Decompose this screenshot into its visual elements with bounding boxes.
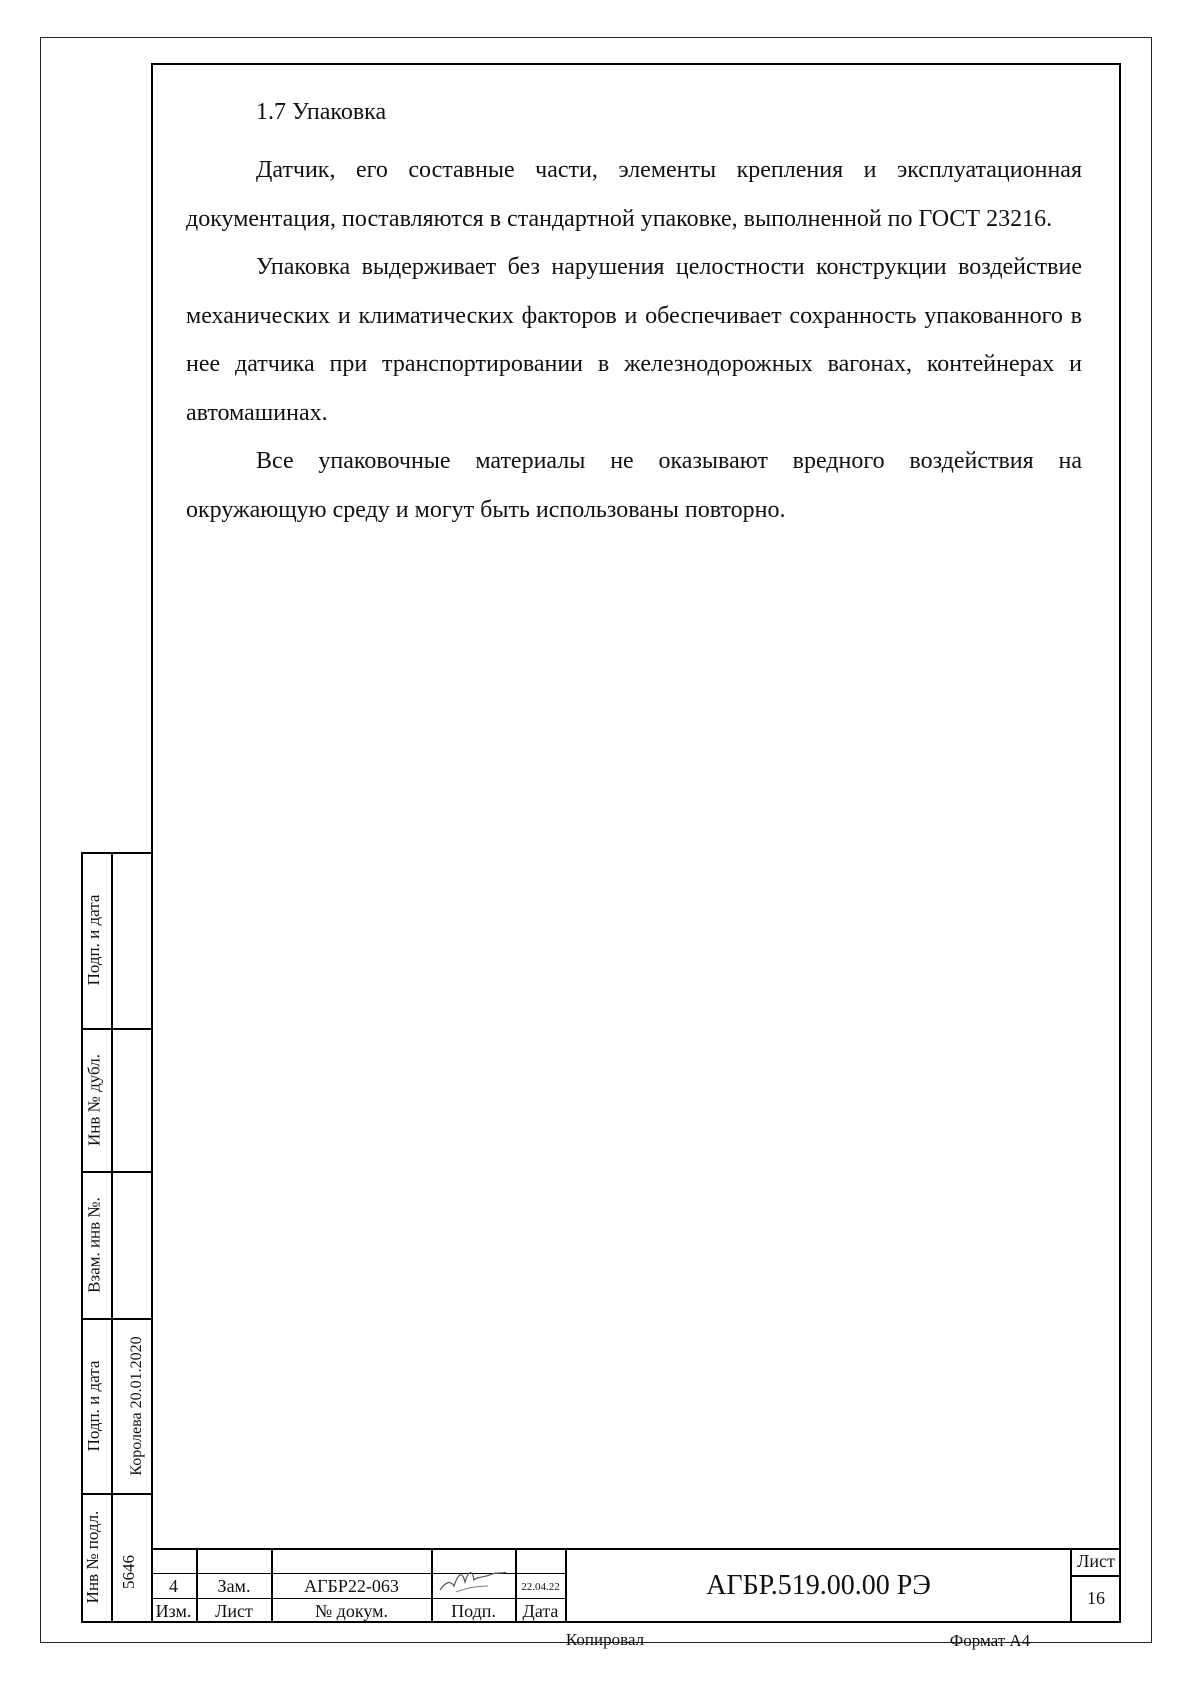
side-label-inv-podl: Инв № подл. — [83, 1510, 102, 1604]
side-value-podp-data: Королева 20.01.2020 — [128, 1336, 145, 1476]
side-label-podp-data-bottom: Подп. и дата — [84, 1360, 103, 1452]
label-list: Лист — [215, 1601, 253, 1621]
main-content — [186, 88, 1082, 534]
signature-image — [432, 1552, 515, 1598]
paragraph-3: Все упаковочные материалы не оказывают вредного воздействия на окружающую среду и могут быть использованы повторно. — [186, 448, 1082, 523]
label-izm: Изм. — [155, 1601, 192, 1621]
change-document: АГБР22-063 — [304, 1576, 399, 1596]
label-signature: Подп. — [451, 1601, 496, 1621]
paragraph-1: Датчик, его составные части, элементы крепления и эксплуатационная документация, поставляются в стандартной упаковке, выполненной по ГОСТ 23216. — [186, 157, 1082, 232]
title-block-top-line — [151, 1548, 1121, 1550]
sheet-number: 16 — [1087, 1588, 1105, 1608]
paragraph-2: Упаковка выдерживает без нарушения целостности конструкции воздействие механических и климатических факторов и обеспечивает сохранность упакованного в нее датчика при транспортировании в железнодорожных вагонах, контейнерах и автомашинах. — [186, 254, 1082, 426]
side-value-inv-podl: 5646 — [119, 1555, 138, 1589]
footer-copied: Копировал — [565, 1630, 645, 1649]
change-sheet: Зам. — [217, 1576, 251, 1596]
side-label-vzam-inv: Взам. инв №. — [84, 1197, 104, 1293]
label-date: Дата — [522, 1601, 559, 1621]
side-label-inv-dubl: Инв № дубл. — [84, 1054, 104, 1147]
change-date: 22.04.22 — [521, 1581, 560, 1593]
document-designation: АГБР.519.00.00 РЭ — [706, 1570, 931, 1601]
label-document: № докум. — [315, 1601, 388, 1621]
side-label-podp-data-top: Подп. и дата — [84, 894, 103, 986]
change-number: 4 — [169, 1576, 178, 1596]
label-sheet: Лист — [1077, 1551, 1115, 1571]
footer-format: Формат А4 — [949, 1631, 1031, 1650]
section-heading: 1.7 Упаковка — [256, 99, 387, 125]
